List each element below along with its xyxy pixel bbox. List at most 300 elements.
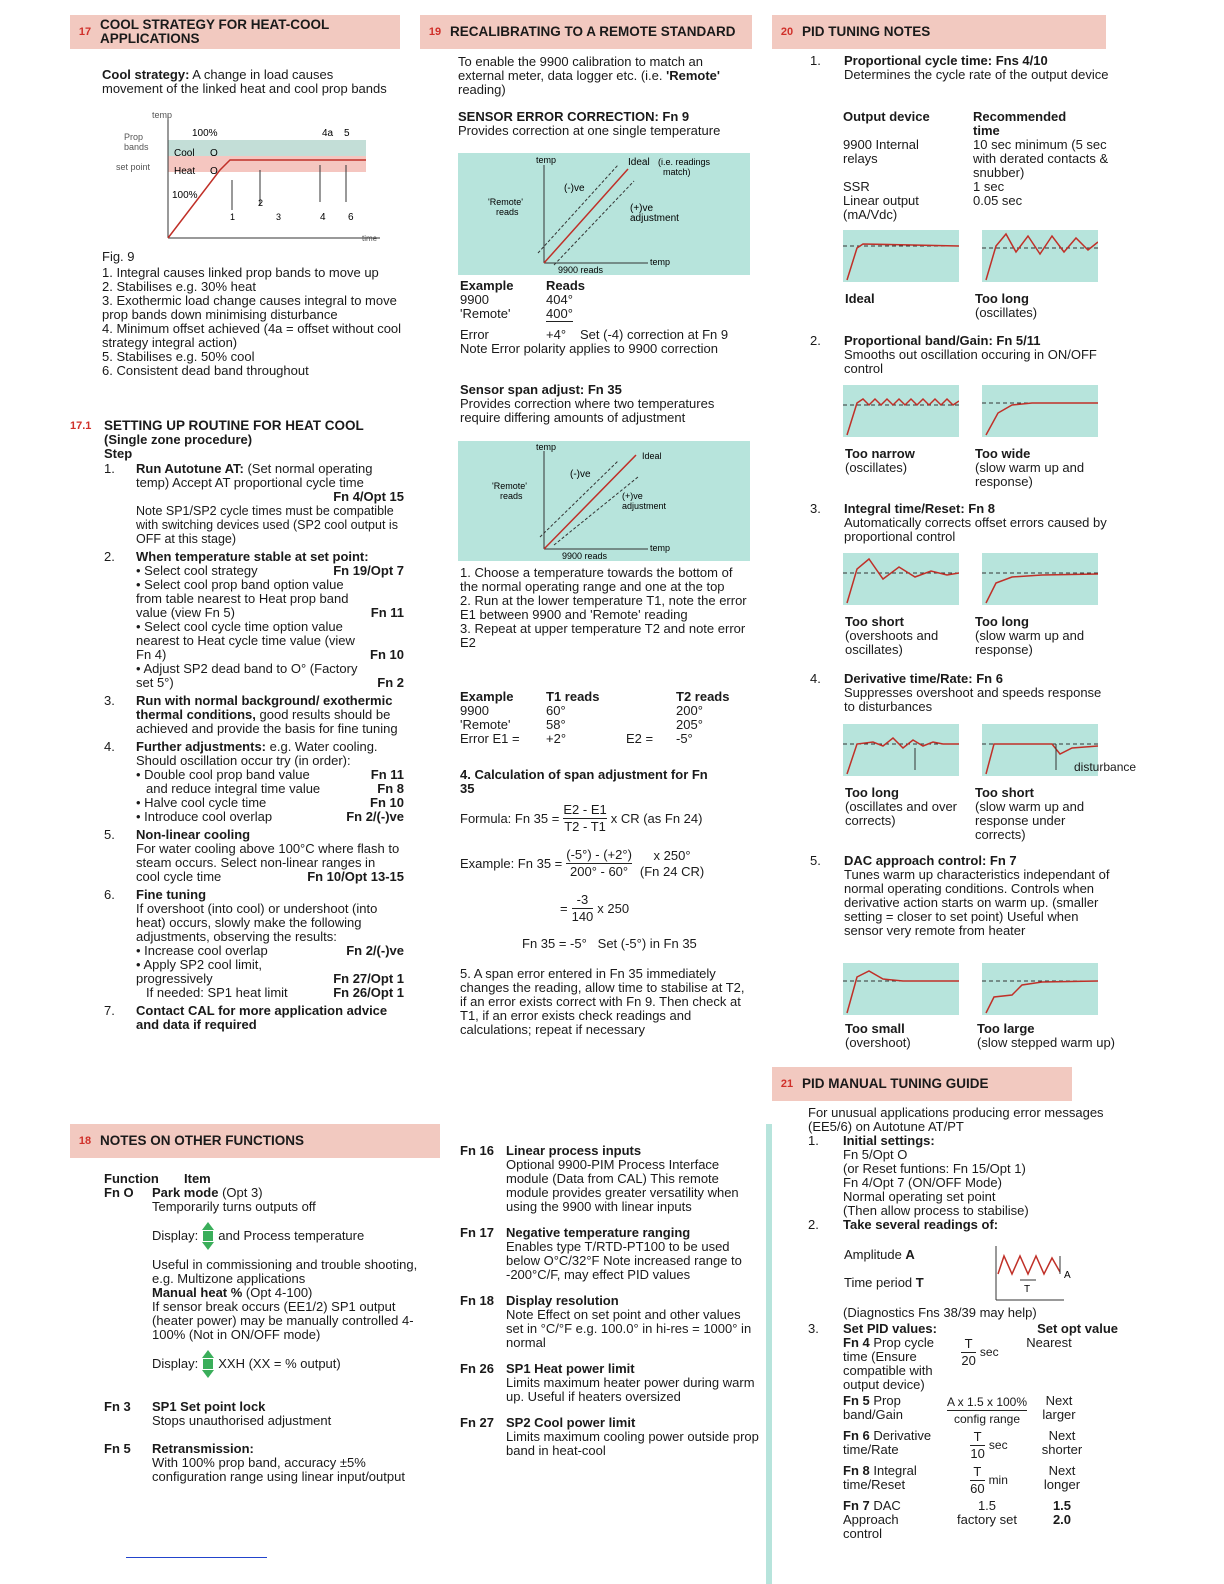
pid-unit: min xyxy=(988,1472,1008,1487)
plot-sub: (oscillates) xyxy=(845,460,908,475)
section-19-header xyxy=(420,15,752,49)
section-number: 17 xyxy=(78,26,92,38)
plot-too-short xyxy=(843,553,959,605)
section-title: SETTING UP ROUTINE FOR HEAT COOL xyxy=(104,418,364,433)
osc-A: A xyxy=(1064,1270,1071,1281)
list-item: 3. Exothermic load change causes integral to move prop bands down minimising disturbance xyxy=(102,293,397,322)
example-t2: (Fn 24 CR) xyxy=(639,863,705,879)
example-num: (-5°) - (+2°) xyxy=(566,847,632,862)
bullet-ref: Fn 10 xyxy=(370,795,404,810)
fn-opt: (Opt 4-100) xyxy=(242,1285,313,1300)
example-t1: x 250° xyxy=(653,847,691,863)
fig-n1: 1 xyxy=(230,212,236,222)
item-num: 1. xyxy=(810,53,821,68)
intro-bold: 'Remote' xyxy=(666,68,720,83)
item-text: Determines the cycle rate of the output device xyxy=(844,67,1109,82)
fn-text: Note Effect on set point and other values set in °C/°F e.g. 100.0° in hi-res = 1000° in normal xyxy=(506,1307,752,1350)
section-title: PID TUNING NOTES xyxy=(802,24,931,39)
bullet-ref: Fn 19/Opt 7 xyxy=(333,563,404,578)
t-cell: 200° xyxy=(676,703,703,718)
pid-den: 60 xyxy=(970,1481,985,1496)
recal-intro xyxy=(458,55,748,97)
fig1-tempx: temp xyxy=(650,257,671,267)
bullet-ref: Fn 2/(-)ve xyxy=(346,943,404,958)
bullet: and reduce integral time value xyxy=(146,781,321,796)
formula-tail: x CR (as Fn 24) xyxy=(610,810,703,826)
span-adjust-heading xyxy=(460,383,750,425)
step-text: e.g. Water cooling. Should oscillation occur try (in order): xyxy=(136,739,378,768)
list-item: 2. Run at the lower temperature T1, note the error E1 between 9900 and 'Remote' reading xyxy=(460,593,747,622)
section-subtitle: (Single zone procedure) xyxy=(104,432,253,447)
item-num: 3. xyxy=(810,501,821,516)
span-steps xyxy=(460,566,752,650)
formula-num: E2 - E1 xyxy=(563,802,607,817)
fn-title: Manual heat % xyxy=(152,1285,243,1300)
pid-fn: Fn 6 xyxy=(843,1428,870,1443)
fig-bands: bands xyxy=(124,142,149,152)
fn-code: Fn 17 xyxy=(460,1225,494,1240)
od-cell: 9900 Internal relays xyxy=(843,137,919,166)
fig-9-caption: Fig. 9 xyxy=(102,249,135,264)
pid-num: T xyxy=(970,1429,984,1446)
step-3 xyxy=(104,694,404,736)
step-title: When temperature stable at set point: xyxy=(136,549,369,564)
result: Fn 35 = -5° Set (-5°) in Fn 35 xyxy=(522,936,697,951)
ex-h1: Example xyxy=(460,278,514,293)
pid-unit: sec xyxy=(988,1437,1008,1452)
plot-deriv-too-long xyxy=(843,724,959,776)
bullet-ref: Fn 11 xyxy=(370,767,404,782)
step-note: Note SP1/SP2 cycle times must be compatible with switching devices used (SP2 cool output is OFF at this stage) xyxy=(136,504,398,546)
fig1-ideal: Ideal xyxy=(628,157,650,168)
t-h1: Example xyxy=(460,689,514,704)
fig-n3: 3 xyxy=(276,212,282,222)
fig2-tempx: temp xyxy=(650,543,671,553)
fig-n2: 2 xyxy=(258,198,264,208)
section-title: RECALIBRATING TO A REMOTE STANDARD xyxy=(450,24,736,39)
footer-line xyxy=(126,1557,267,1558)
od-cell: SSR xyxy=(843,179,870,194)
step-num: 6. xyxy=(104,887,115,902)
calc-title: 4. Calculation of span adjustment for Fn 35 xyxy=(460,767,708,796)
fig1-reads: reads xyxy=(496,207,519,217)
plot-too-long-1 xyxy=(982,230,1098,282)
fig-setpoint: set point xyxy=(116,162,151,172)
section-number: 20 xyxy=(780,26,794,38)
oscillation-plot xyxy=(994,1244,1078,1304)
bullet-ref: Fn 10 xyxy=(370,647,404,662)
step-1 xyxy=(104,462,404,546)
plot-sub: (slow warm up and response under corrects) xyxy=(975,799,1085,842)
fn-title: SP1 Set point lock xyxy=(152,1399,266,1414)
plot-labels-5 xyxy=(845,1022,1115,1050)
pid-item-4 xyxy=(810,672,1110,714)
section-number: 19 xyxy=(428,26,442,38)
fig2-9900: 9900 reads xyxy=(562,551,608,561)
t-cell: 60° xyxy=(546,703,566,718)
plot-label: Too long xyxy=(845,785,899,800)
fn-text: Stops unauthorised adjustment xyxy=(152,1413,332,1428)
amp-symbol: A xyxy=(905,1247,915,1262)
display-label: Display: xyxy=(152,1356,199,1371)
step-num: 7. xyxy=(104,1003,115,1018)
example-label: Example: Fn 35 = xyxy=(460,855,563,871)
bullet: • Adjust SP2 dead band to O° (Factory set 5°) xyxy=(136,661,358,690)
plot-label: Too short xyxy=(975,785,1034,800)
bullet: • Select cool prop band option value from table nearest to Heat prop band value (view Fn 5) xyxy=(136,577,349,620)
sensor-error-heading xyxy=(458,110,748,138)
pid-item-5 xyxy=(810,854,1110,938)
step-text: good results should be achieved and provide the basis for fine tuning xyxy=(136,707,398,736)
plot-label: Too long xyxy=(975,291,1029,306)
t-h2: T1 reads xyxy=(546,689,600,704)
bullet: • Halve cool cycle time xyxy=(136,795,267,810)
step-title: Further adjustments: xyxy=(136,739,267,754)
pid-rule: Next longer xyxy=(1043,1463,1081,1492)
plot-too-long-3 xyxy=(982,553,1098,605)
fig1-neg: (-)ve xyxy=(564,183,585,194)
fn-title: SP1 Heat power limit xyxy=(506,1361,635,1376)
err-label: Error xyxy=(460,327,489,342)
section-18-header xyxy=(70,1124,440,1158)
step-title: Contact CAL for more application advice and data if required xyxy=(136,1003,388,1032)
fig-heat-o: O xyxy=(210,166,218,177)
fig-time: time xyxy=(362,234,378,243)
pid-fn: Fn 8 xyxy=(843,1463,870,1478)
fn-code: Fn 16 xyxy=(460,1143,494,1158)
pid-rule: Next shorter xyxy=(1041,1428,1083,1457)
t-h3: T2 reads xyxy=(676,689,730,704)
per-text: Time period xyxy=(844,1275,916,1290)
fn-title: Negative temperature ranging xyxy=(506,1225,691,1240)
section-number: 17.1 xyxy=(70,420,92,432)
span-calc xyxy=(460,768,760,1037)
fig-cool-o: O xyxy=(210,148,218,159)
err-note: Set (-4) correction at Fn 9 xyxy=(580,327,729,342)
section-21-header xyxy=(772,1067,1072,1101)
fig-100b: 100% xyxy=(172,190,198,201)
plot-sub: (overshoots and oscillates) xyxy=(845,628,939,657)
display-arrows-icon xyxy=(202,1222,214,1250)
item-title: Derivative time/Rate: Fn 6 xyxy=(844,671,1003,686)
t-err2: E2 = xyxy=(626,731,654,746)
formula-den: T2 - T1 xyxy=(564,819,606,834)
list-item: 2. Stabilises e.g. 30% heat xyxy=(102,279,256,294)
plot-label: Too short xyxy=(845,614,904,629)
list-item: 4. Minimum offset achieved (4a = offset without cool strategy integral action) xyxy=(102,321,402,350)
plot-labels-2 xyxy=(845,447,1115,489)
plot-labels-1 xyxy=(845,292,1115,320)
fig2-reads: reads xyxy=(500,491,523,501)
diagnostics-note: (Diagnostics Fns 38/39 may help) xyxy=(843,1305,1037,1320)
intro-text: A change in load causes movement of the linked heat and cool prop bands xyxy=(102,67,387,96)
step-num: 5. xyxy=(104,827,115,842)
item-text: Smooths out oscillation occuring in ON/OFF control xyxy=(844,347,1097,376)
step-title: Run with normal background/ exothermic thermal conditions, xyxy=(136,693,393,722)
pid-unit: sec xyxy=(979,1344,999,1359)
pid-fn: Fn 5 xyxy=(843,1393,870,1408)
bullet: cool cycle time xyxy=(136,869,222,884)
plot-sub: (slow warm up and response) xyxy=(975,628,1085,657)
step-4 xyxy=(104,740,404,824)
rt-cell: 1 sec xyxy=(973,179,1005,194)
plot-too-wide xyxy=(982,385,1098,437)
t-e2: -5° xyxy=(676,731,693,746)
pid-item-1 xyxy=(810,54,1110,82)
item-text: Normal operating set point xyxy=(843,1189,996,1204)
fn-code: Fn 18 xyxy=(460,1293,494,1308)
pid-desc: DAC Approach control xyxy=(843,1498,901,1541)
fn-code: Fn O xyxy=(104,1185,134,1200)
sensor-example xyxy=(460,279,760,356)
fig-100a: 100% xyxy=(192,128,218,139)
step-6 xyxy=(104,888,404,1000)
g-num: -3 xyxy=(572,892,594,909)
err-value: +4° xyxy=(546,327,567,342)
item-text: Fn 5/Opt O xyxy=(843,1147,908,1162)
bullet: • Select cool cycle time option value nearest to Heat cycle time value (view Fn 4) xyxy=(136,619,355,662)
plot-sub: (oscillates and over corrects) xyxy=(845,799,957,828)
od-cell: Linear output (mA/Vdc) xyxy=(843,193,919,222)
fn-text: If sensor break occurs (EE1/2) SP1 output (heater power) may be manually controlled 4-100% (Not in ON/OFF mode) xyxy=(152,1299,414,1342)
pid-num: T xyxy=(970,1464,984,1481)
pid-item-2 xyxy=(810,334,1110,376)
step-label: Step xyxy=(104,446,133,461)
pid-fn: Fn 7 xyxy=(843,1498,870,1513)
amplitude-label xyxy=(844,1248,915,1262)
fig2-remote: 'Remote' xyxy=(492,481,527,491)
step-2 xyxy=(104,550,404,690)
fn-code: Fn 5 xyxy=(104,1441,131,1456)
t-cell: 205° xyxy=(676,717,703,732)
span-example-table xyxy=(460,690,750,746)
formula-label: Formula: Fn 35 = xyxy=(460,810,560,826)
display-text: and Process temperature xyxy=(218,1228,365,1243)
intro-label: Cool strategy: xyxy=(102,67,190,82)
pid-nearest: Nearest xyxy=(1026,1335,1072,1350)
col-item: Item xyxy=(184,1171,211,1186)
fig1-ie: (i.e. readings xyxy=(658,157,711,167)
plot-ideal xyxy=(843,230,959,282)
fn-opt: (Opt 3) xyxy=(218,1185,263,1200)
bullet-ref: Fn 11 xyxy=(370,605,404,620)
step-7 xyxy=(104,1004,404,1032)
plot-sub: (overshoot) xyxy=(845,1035,911,1050)
fig-cool: Cool xyxy=(174,148,195,159)
step-text: For water cooling above 100°C where flash to steam occurs. Select non-linear ranges in xyxy=(136,841,400,870)
plot-label: Ideal xyxy=(845,291,875,306)
manual-tuning xyxy=(808,1106,1113,1232)
item-num: 5. xyxy=(810,853,821,868)
g-den: 140 xyxy=(571,909,594,924)
step-num: 2. xyxy=(104,549,115,564)
fig-9-list xyxy=(102,266,402,378)
equals: = xyxy=(560,900,568,916)
sec-text: Provides correction at one single temperature xyxy=(458,123,721,138)
pid-value: 1.5 xyxy=(977,1498,997,1513)
fn-text: With 100% prop band, accuracy ±5% configuration range using linear input/output xyxy=(152,1455,405,1484)
item-text: Tunes warm up characteristics independant of normal operating conditions. Controls when derivative action starts on warm up. (smaller setting = closer to set point) Useful when sensor very remote from heater xyxy=(844,867,1110,938)
bullet-ref: Fn 10/Opt 13-15 xyxy=(307,869,404,884)
example-den: 200° - 60° xyxy=(570,864,629,879)
list-item: 5. Stabilises e.g. 50% cool xyxy=(102,349,255,364)
item-num: 2. xyxy=(808,1217,819,1232)
per-symbol: T xyxy=(915,1275,924,1290)
pid-item-3 xyxy=(810,502,1110,544)
item-text: Automatically corrects offset errors caused by proportional control xyxy=(844,515,1107,544)
pid-rule: Next larger xyxy=(1042,1393,1076,1422)
fn-text: Limits maximum heater power during warm up. Useful if heaters oversized xyxy=(506,1375,755,1404)
item-title: Take several readings of: xyxy=(843,1217,999,1232)
rt-cell: 10 sec minimum (5 sec with derated contacts & snubber) xyxy=(973,137,1109,180)
fig-heat: Heat xyxy=(174,166,196,177)
bullet-ref: Fn 27/Opt 1 xyxy=(333,971,404,986)
step-title: Non-linear cooling xyxy=(136,827,251,842)
fig2-temp: temp xyxy=(536,442,557,452)
fig2-pos: (+)ve xyxy=(622,491,643,501)
bullet-ref: Fn 8 xyxy=(377,781,404,796)
plot-label: Too wide xyxy=(975,446,1031,461)
section-title: COOL STRATEGY FOR HEAT-COOL APPLICATIONS xyxy=(100,17,330,46)
od-head: Output device xyxy=(843,109,930,124)
plot-labels-3 xyxy=(845,615,1115,657)
cool-strategy-intro xyxy=(102,68,397,96)
fig1-9900: 9900 reads xyxy=(558,265,604,275)
plot-too-narrow xyxy=(843,385,959,437)
span-adjust-figure xyxy=(458,441,750,561)
fn-title: Display resolution xyxy=(506,1293,619,1308)
section-number: 18 xyxy=(78,1135,92,1147)
fn-title: Park mode xyxy=(152,1185,219,1200)
plot-label: Too large xyxy=(977,1021,1035,1036)
step-title: Fine tuning xyxy=(136,887,207,902)
item-text: (Then allow process to stabilise) xyxy=(843,1203,1029,1218)
step-title: Run Autotune AT: xyxy=(136,461,244,476)
fig-9-diagram xyxy=(100,110,390,250)
item-text: Fn 4/Opt 7 (ON/OFF Mode) xyxy=(843,1175,1002,1190)
fig2-adj: adjustment xyxy=(622,501,667,511)
t-cell: 58° xyxy=(546,717,566,732)
step-5-text: 5. A span error entered in Fn 35 immediately changes the reading, allow time to stabilise at T2, if an error exists correct with Fn 9. Then check at T1, if an error exists check readings and calculations; repeat if necessary xyxy=(460,966,745,1037)
pid-opt: 2.0 xyxy=(1052,1512,1072,1527)
fig1-pos: (+)ve xyxy=(630,203,654,214)
section-171-header xyxy=(70,419,410,461)
pid-desc: Prop band/Gain xyxy=(843,1393,903,1422)
sensor-error-figure xyxy=(458,153,750,275)
plot-label: Too long xyxy=(975,614,1029,629)
list-item: 3. Repeat at upper temperature T2 and note error E2 xyxy=(460,621,746,650)
ex-h2: Reads xyxy=(546,278,586,293)
pid-den: 10 xyxy=(970,1446,985,1461)
plot-too-small xyxy=(843,963,959,1015)
item-title: Integral time/Reset: Fn 8 xyxy=(844,501,995,516)
list-item: 1. Integral causes linked prop bands to move up xyxy=(102,265,379,280)
output-device-table xyxy=(843,110,1113,222)
rt-cell: 0.05 sec xyxy=(973,193,1023,208)
t-cell: 'Remote' xyxy=(460,717,511,732)
fig-temp: temp xyxy=(152,110,173,120)
ex-r2a: 'Remote' xyxy=(460,306,511,321)
fn-text: Optional 9900-PIM Process Interface module (Data from CAL) This remote module provides greater versatility when using the 9900 with linear inputs xyxy=(506,1157,739,1214)
fig-prop: Prop xyxy=(124,132,144,142)
rt-head: Recommended time xyxy=(973,109,1067,138)
fig1-remote: 'Remote' xyxy=(488,197,523,207)
bullet: • Apply SP2 cool limit, progressively xyxy=(136,957,262,986)
item-num: 1. xyxy=(808,1133,819,1148)
set-opt-label: Set opt value xyxy=(1037,1321,1118,1336)
fn-text: Limits maximum cooling power outside prop band in heat-cool xyxy=(506,1429,759,1458)
fn-text: Enables type T/RTD-PT100 to be used below O°C/32°F Note increased range to -200°C/F, may effect PID values xyxy=(506,1239,742,1282)
polarity-note: Note Error polarity applies to 9900 correction xyxy=(460,341,718,356)
t-e1: +2° xyxy=(546,731,567,746)
fig-n6: 6 xyxy=(348,212,354,223)
section-title: PID MANUAL TUNING GUIDE xyxy=(802,1076,989,1091)
section-17-header xyxy=(70,15,400,49)
amp-text: Amplitude xyxy=(844,1247,906,1262)
fn-text: Useful in commissioning and trouble shooting, e.g. Multizone applications xyxy=(152,1257,418,1286)
pid-opt: 1.5 xyxy=(1052,1498,1072,1513)
section-divider xyxy=(766,1124,772,1584)
pid-num: T xyxy=(961,1336,975,1353)
fn-code: Fn 27 xyxy=(460,1415,494,1430)
other-functions xyxy=(104,1172,434,1484)
item-title: Proportional cycle time: Fns 4/10 xyxy=(844,53,1048,68)
bullet: If needed: SP1 heat limit xyxy=(146,985,288,1000)
pid-num: A x 1.5 x 100% xyxy=(946,1395,1028,1409)
g-tail: x 250 xyxy=(597,900,630,916)
set-pid-values xyxy=(808,1322,1118,1541)
item-title: DAC approach control: Fn 7 xyxy=(844,853,1017,868)
pid-desc: Prop cycle time (Ensure compatible with output device) xyxy=(843,1335,935,1392)
plot-sub: (oscillates) xyxy=(975,305,1038,320)
col-function: Function xyxy=(104,1171,159,1186)
fig-n4: 4 xyxy=(320,212,326,223)
disturbance-label: disturbance xyxy=(1074,760,1137,774)
step-ref: Fn 4/Opt 15 xyxy=(333,489,404,504)
other-functions-2 xyxy=(460,1144,760,1458)
item-title: Proportional band/Gain: Fn 5/11 xyxy=(844,333,1041,348)
step-text: If overshoot (into cool) or undershoot (into heat) occurs, slowly make the following adjustments, observing the results: xyxy=(136,901,378,944)
item-text: Suppresses overshoot and speeds response to disturbances xyxy=(844,685,1102,714)
item-num: 4. xyxy=(810,671,821,686)
display-text: XXH (XX = % output) xyxy=(218,1356,341,1371)
bullet-ref: Fn 2/(-)ve xyxy=(346,809,404,824)
item-title: Set PID values: xyxy=(843,1321,937,1336)
ex-r1a: 9900 xyxy=(460,292,489,307)
plot-sub: (slow warm up and response) xyxy=(975,460,1085,489)
pid-den: 20 xyxy=(961,1353,976,1368)
fn-code: Fn 26 xyxy=(460,1361,494,1376)
fig1-adj: adjustment xyxy=(630,213,679,224)
pid-fn: Fn 4 xyxy=(843,1335,870,1350)
fig1-temp: temp xyxy=(536,155,557,165)
fn-title: Linear process inputs xyxy=(506,1143,642,1158)
step-text: (Set normal operating temp) Accept AT proportional cycle time xyxy=(136,461,373,490)
sec-title: SENSOR ERROR CORRECTION: Fn 9 xyxy=(458,109,690,124)
pid-den: config range xyxy=(953,1412,1021,1426)
bullet-ref: Fn 26/Opt 1 xyxy=(333,985,404,1000)
t-cell: 9900 xyxy=(460,703,489,718)
plot-label: Too small xyxy=(845,1021,905,1036)
step-num: 3. xyxy=(104,693,115,708)
item-text: (or Reset funtions: Fn 15/Opt 1) xyxy=(843,1161,1026,1176)
pid-factory: factory set xyxy=(957,1512,1017,1527)
period-label xyxy=(844,1276,924,1290)
bullet-ref: Fn 2 xyxy=(377,675,404,690)
bullet: • Select cool strategy xyxy=(136,563,258,578)
display-label: Display: xyxy=(152,1228,199,1243)
plot-label: Too narrow xyxy=(845,446,915,461)
